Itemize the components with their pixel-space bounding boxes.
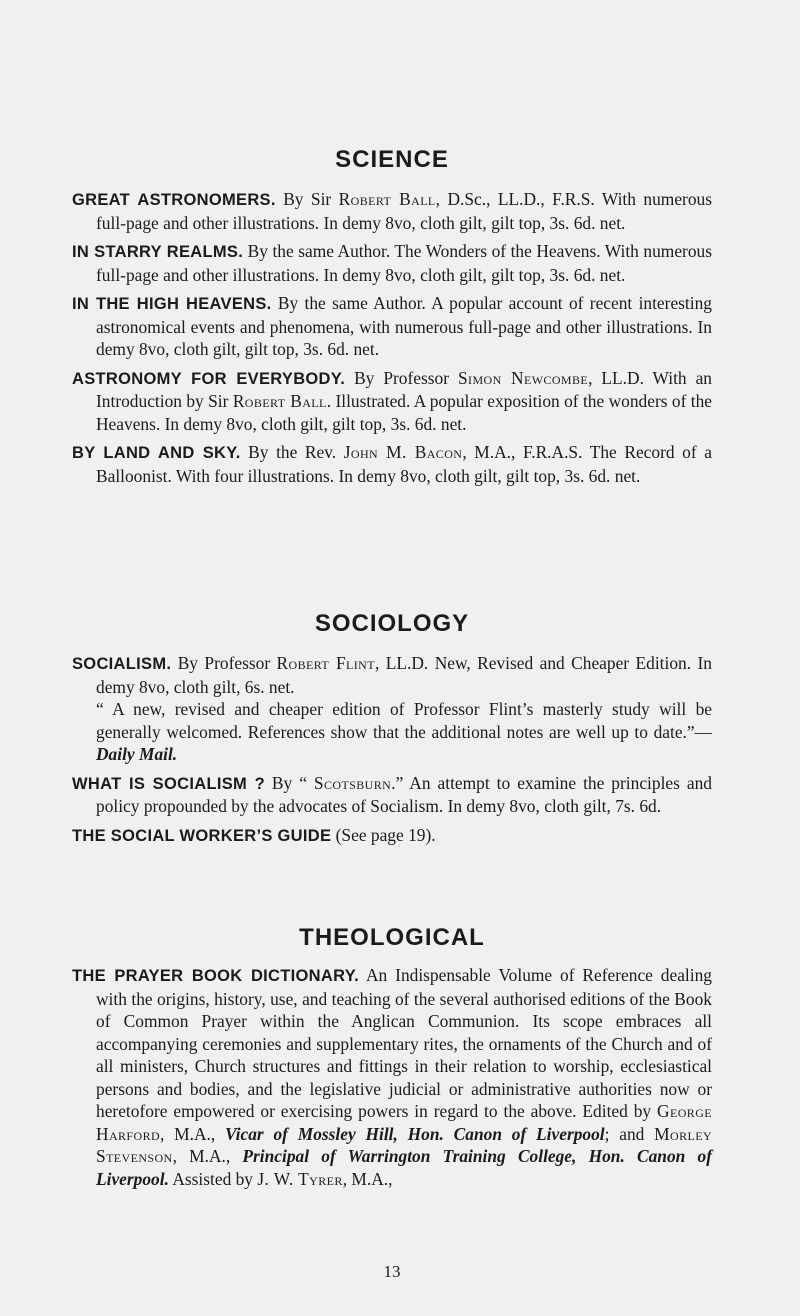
- author-title: Principal of Warrington Training College, Hon. Canon of Liverpool.: [96, 1146, 713, 1189]
- entry-heading: SOCIALISM.: [72, 655, 172, 673]
- entry-heading: GREAT ASTRONOMERS.: [72, 191, 276, 209]
- entry-social-workers-guide: [72, 824, 712, 848]
- author-name: Robert Flint: [276, 653, 375, 673]
- entry-text: ; and: [604, 1123, 655, 1144]
- section-theological: [72, 964, 712, 1196]
- author-title: Vicar of Mossley Hill, Hon. Canon of Liverpool: [225, 1123, 605, 1144]
- entry-heading: BY LAND AND SKY.: [72, 444, 241, 462]
- entry-text: By “: [264, 772, 314, 793]
- entry-heading: IN STARRY REALMS.: [72, 243, 244, 261]
- entry-text: Assisted by: [168, 1168, 258, 1189]
- entry-text: . Illustrated. A popular exposition of the wonders of the Heavens. In demy 8vo, cloth gilt, gilt top, 3s. 6d. net.: [96, 391, 713, 434]
- entry-text: .” An attempt to examine the principles and policy propounded by the advocates of Socialism. In demy 8vo, cloth gilt, 7s. 6d.: [96, 772, 712, 816]
- entry-text: By the same Author. A popular account of recent interesting astronomical events and phenomena, with numerous full-page and other illustrations. In demy 8vo, cloth gilt, gilt top, 3s. 6d. net.: [96, 293, 712, 359]
- entry-by-land-and-sky: [72, 441, 712, 487]
- section-title-theological: THEOLOGICAL: [299, 924, 485, 951]
- entry-text: , LL.D. With an Introduction by Sir: [96, 367, 712, 411]
- entry-heading: WHAT IS SOCIALISM ?: [72, 774, 265, 793]
- entry-text: , M.A.,: [342, 1168, 393, 1189]
- quote-text: “ A new, revised and cheaper edition of Professor Flint’s masterly study will be generally welcomed. References show that the additional notes are well up to date.”—: [96, 699, 712, 742]
- entry-text: By Professor: [171, 653, 277, 673]
- entry-text: , M.A.,: [160, 1123, 226, 1144]
- entry-text: , D.Sc., LL.D., F.R.S. With numerous full-page and other illustrations. In demy 8vo, cloth gilt, gilt top, 3s. 6d. net.: [96, 189, 712, 233]
- section-science: [72, 188, 712, 493]
- section-sociology: [72, 652, 712, 853]
- entry-great-astronomers: [72, 188, 712, 234]
- entry-text: , LL.D. New, Revised and Cheaper Edition. In demy 8vo, cloth gilt, 6s. net.: [96, 653, 712, 697]
- entry-prayer-book-dictionary: [72, 964, 712, 1190]
- entry-text: , M.A.,: [172, 1146, 243, 1166]
- entry-heading: THE SOCIAL WORKER’S GUIDE: [72, 826, 332, 845]
- author-name: George Harford: [96, 1101, 712, 1144]
- entry-text: (See page 19).: [331, 824, 436, 845]
- author-name: John M. Bacon: [343, 442, 463, 462]
- author-name: Robert Ball: [232, 391, 327, 411]
- entry-astronomy-for-everybody: [72, 367, 712, 436]
- entry-socialism: [72, 652, 712, 766]
- entry-text: An Indispensable Volume of Reference dealing with the origins, history, use, and teaching of the several authorised editions of the Book of Common Prayer within the Anglican Communion. Its scope embraces all accompanying ceremonies and supplementary rites, the ornaments of the Church and of all ministers, Church structures and fittings in their relation to worship, ecclesiastical persons and bodies, and the legislative judicial or administrative authorities now or heretofore empowered or exercising powers in regard to the above. Edited by: [96, 965, 712, 1121]
- section-title-science: SCIENCE: [335, 146, 449, 173]
- entry-heading: IN THE HIGH HEAVENS.: [72, 295, 272, 313]
- entry-heading: THE PRAYER BOOK DICTIONARY.: [72, 967, 360, 985]
- section-title-sociology: SOCIOLOGY: [314, 610, 470, 637]
- author-name: J. W. Tyrer: [257, 1168, 343, 1189]
- entry-text: By Sir: [275, 189, 339, 209]
- entry-text: , M.A., F.R.A.S. The Record of a Balloonist. With four illustrations. In demy 8vo, cloth gilt, gilt top, 3s. 6d. net.: [96, 442, 712, 486]
- entry-in-the-high-heavens: [72, 292, 712, 361]
- page-number: 13: [383, 1262, 401, 1281]
- author-name: Scotsburn: [313, 772, 392, 793]
- entry-heading: ASTRONOMY FOR EVERYBODY.: [72, 369, 346, 388]
- entry-text: By the Rev.: [240, 442, 344, 462]
- entry-in-starry-realms: [72, 240, 712, 286]
- quote-source: Daily Mail.: [96, 744, 178, 764]
- entry-text: By Professor: [345, 367, 458, 388]
- press-quote: [96, 698, 712, 766]
- entry-what-is-socialism: [72, 772, 712, 818]
- author-name: Simon Newcombe: [457, 367, 589, 388]
- author-name: Morley Stevenson: [96, 1123, 713, 1166]
- entry-text: By the same Author. The Wonders of the Heavens. With numerous full-page and other illustrations. In demy 8vo, cloth gilt, gilt top, 3s. 6d. net.: [96, 241, 712, 285]
- author-name: Robert Ball: [338, 189, 436, 209]
